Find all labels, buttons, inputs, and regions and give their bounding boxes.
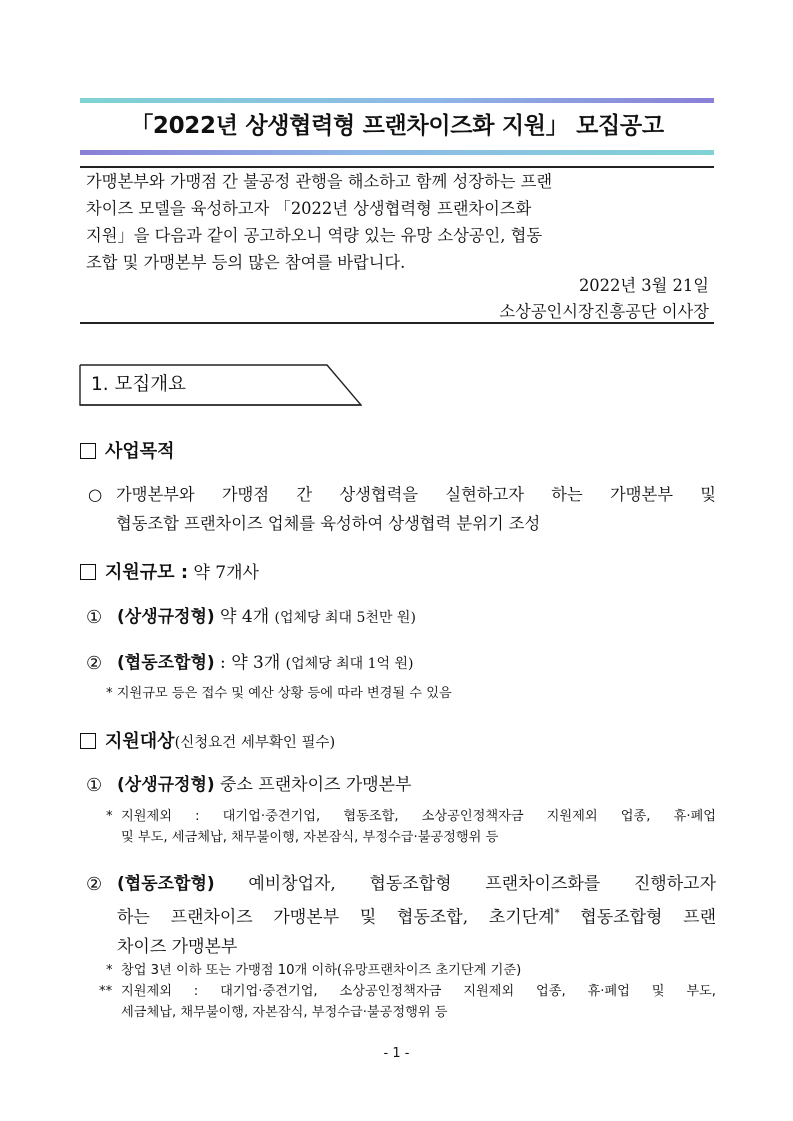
section-header-box [79, 364, 362, 406]
circle-bullet-icon: ○ [88, 485, 103, 504]
intro-paragraph [86, 168, 710, 276]
item-count: : 약 3개 [214, 653, 286, 673]
item-number: ② [86, 874, 103, 895]
scale-heading-value: 약 7개사 [188, 563, 259, 583]
item-description: 협동조합형 프랜 [559, 907, 716, 928]
note-mark: * [106, 963, 113, 978]
purpose-heading [80, 439, 175, 465]
item-type-label: (상생규정형) [117, 607, 215, 627]
target-item2-note1 [106, 960, 716, 981]
scale-item [86, 649, 716, 679]
scale-item [86, 603, 716, 633]
announcement-date: 2022년 3월 21일 [578, 276, 709, 295]
note-line: 지원제외 : 대기업·중견기업, 협동조합, 소상공인정책자금 지원제외 업종, 휴·폐업 [121, 809, 716, 824]
item-number: ① [86, 775, 103, 796]
intro-bottom-rule [80, 322, 714, 324]
announcement-signer: 소상공인시장진흥공단 이사장 [499, 302, 709, 321]
item-description: 하는 프랜차이즈 가맹본부 및 협동조합, 초기단계 [117, 907, 555, 928]
scale-heading [80, 560, 259, 586]
note-line: 창업 3년 이하 또는 가맹점 10개 이하(유망프랜차이즈 초기단계 기준) [121, 963, 522, 978]
note-line: 지원제외 : 대기업·중견기업, 소상공인정책자금 지원제외 업종, 휴·폐업 및 부도, [121, 984, 716, 999]
document-title: 「2022년 상생협력형 프랜차이즈화 지원」 모집공고 [130, 113, 664, 139]
title-bottom-stripe [80, 150, 714, 155]
purpose-line: 가맹본부와 가맹점 간 상생협력을 실현하고자 하는 가맹본부 및 [116, 485, 716, 504]
scale-note [106, 683, 718, 704]
target-heading-note: (신청요건 세부확인 필수) [174, 735, 336, 751]
note-mark: * [106, 809, 113, 824]
target-item1-note [106, 806, 716, 848]
purpose-heading-label: 사업목적 [105, 441, 175, 462]
target-heading-label: 지원대상 [105, 731, 175, 752]
item-description: 중소 프랜차이즈 가맹본부 [214, 775, 412, 795]
note-line: 세금체납, 채무불이행, 자본잠식, 부정수급·불공정행위 등 [121, 1005, 448, 1020]
item-type-label: (상생규정형) [117, 775, 215, 795]
intro-line: 차이즈 모델을 육성하고자 「2022년 상생협력형 프랜차이즈화 [86, 199, 532, 218]
page-number: - 1 - [383, 1046, 410, 1061]
target-item [86, 870, 716, 962]
target-item2-note2 [99, 981, 716, 1023]
intro-line: 가맹본부와 가맹점 간 불공정 관행을 해소하고 함께 성장하는 프랜 [86, 172, 553, 191]
intro-line: 조합 및 가맹본부 등의 많은 참여를 바랍니다. [86, 253, 406, 272]
item-number: ② [86, 653, 103, 674]
footnote-mark: * [554, 908, 560, 919]
target-heading [80, 729, 335, 756]
target-item [86, 771, 716, 800]
purpose-bullet [88, 480, 716, 538]
scale-heading-label: 지원규모 : [105, 562, 189, 583]
checkbox-square-icon [80, 443, 96, 459]
item-limit: (업체당 최대 1억 원) [285, 656, 414, 672]
note-mark: ** [99, 984, 113, 999]
section-1-title: 1. 모집개요 [91, 374, 187, 395]
checkbox-square-icon [80, 733, 96, 749]
item-type-label: (협동조합형) [117, 874, 215, 894]
scale-note-text: * 지원규모 등은 접수 및 예산 상황 등에 따라 변경될 수 있음 [106, 686, 452, 701]
item-type-label: (협동조합형) [117, 653, 215, 673]
item-count: 약 4개 [214, 607, 275, 627]
item-limit: (업체당 최대 5천만 원) [274, 610, 416, 626]
note-line: 및 부도, 세금체납, 채무불이행, 자본잠식, 부정수급·불공정행위 등 [121, 830, 499, 845]
purpose-line: 협동조합 프랜차이즈 업체를 육성하여 상생협력 분위기 조성 [116, 514, 541, 533]
item-description: 예비창업자, 협동조합형 프랜차이즈화를 진행하고자 [214, 874, 716, 894]
intro-line: 지원」을 다음과 같이 공고하오니 역량 있는 유망 소상공인, 협동 [86, 226, 543, 245]
checkbox-square-icon [80, 564, 96, 580]
item-number: ① [86, 607, 103, 628]
item-description: 차이즈 가맹본부 [117, 936, 238, 957]
